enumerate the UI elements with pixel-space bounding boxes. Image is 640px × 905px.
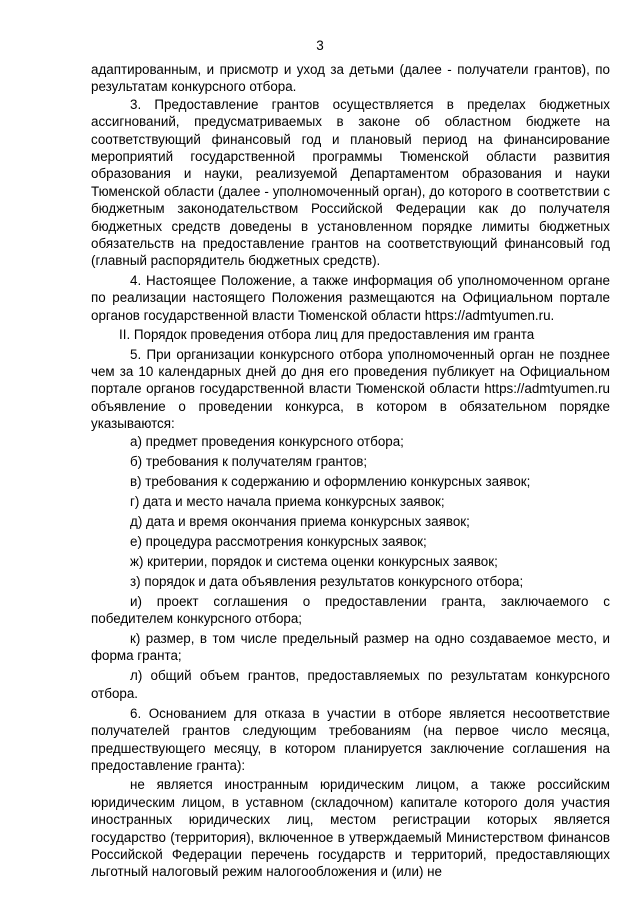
page-number: 3: [316, 38, 324, 53]
list-item: а) предмет проведения конкурсного отбора;: [130, 433, 404, 449]
list-item: б) требования к получателям грантов;: [130, 453, 368, 469]
document-body: [91, 61, 610, 881]
announcement-requirements-list: [91, 433, 610, 703]
paragraph-5: 5. При организации конкурсного отбора уполномоченный орган не позднее чем за 10 календарных дней до дня его проведения публикует на Официальном портале органов государственной власти Тюменской области https://admtyumen.ru объявление о проведении конкурса, в котором в обязательном порядке указываются:: [91, 346, 610, 432]
paragraph-6-requirement-1: не является иностранным юридическим лицом, а также российским юридическим лицом, в уставном (складочном) капитале которого доля участия иностранных юридических лиц, местом регистрации которых является государство (территория), включенное в утверждаемый Министерством финансов Российской Федерации перечень государств и территорий, предоставляющих льготный налоговый режим налогообложения и (или) не: [91, 777, 610, 880]
list-item: в) требования к содержанию и оформлению конкурсных заявок;: [130, 473, 531, 489]
list-item: л) общий объем грантов, предоставляемых по результатам конкурсного отбора.: [91, 668, 610, 701]
list-item: д) дата и время окончания приема конкурсных заявок;: [130, 513, 470, 529]
paragraph-continuation: адаптированным, и присмотр и уход за детьми (далее - получатели грантов), по результатам конкурсного отбора.: [91, 62, 610, 95]
list-item: ж) критерии, порядок и система оценки конкурсных заявок;: [130, 553, 498, 569]
paragraph-3: 3. Предоставление грантов осуществляется в пределах бюджетных ассигнований, предусматриваемых в законе об областном бюджете на соответствующий финансовый год и плановый период на финансирование мероприятий государственной программы Тюменской области развития образования и науки, реализуемой Департаментом образования и науки Тюменской области (далее - уполномоченный орган), до которого в соответствии с бюджетным законодательством Российской Федерации как до получателя бюджетных средств доведены в установленном порядке лимиты бюджетных обязательств на предоставление грантов на соответствующий финансовый год (главный распорядитель бюджетных средств).: [91, 96, 610, 269]
list-item: е) процедура рассмотрения конкурсных заявок;: [130, 533, 427, 549]
list-item: з) порядок и дата объявления результатов конкурсного отбора;: [130, 573, 524, 589]
section-title: II. Порядок проведения отбора лиц для предоставления им гранта: [119, 327, 535, 343]
paragraph-4: 4. Настоящее Положение, а также информация об уполномоченном органе по реализации настоящего Положения размещаются на Официальном портале органов государственной власти Тюменской области https://admtyumen.ru.: [91, 272, 610, 323]
list-item: г) дата и место начала приема конкурсных заявок;: [130, 493, 445, 509]
paragraph-6: 6. Основанием для отказа в участии в отборе является несоответствие получателей грантов следующим требованиям (на первое число месяца, предшествующего месяцу, в котором планируется заключение соглашения на предоставление гранта):: [91, 705, 610, 773]
list-item: и) проект соглашения о предоставлении гранта, заключаемого с победителем конкурсного отбора;: [91, 593, 610, 626]
list-item: к) размер, в том числе предельный размер на одно создаваемое место, и форма гранта;: [91, 630, 610, 664]
